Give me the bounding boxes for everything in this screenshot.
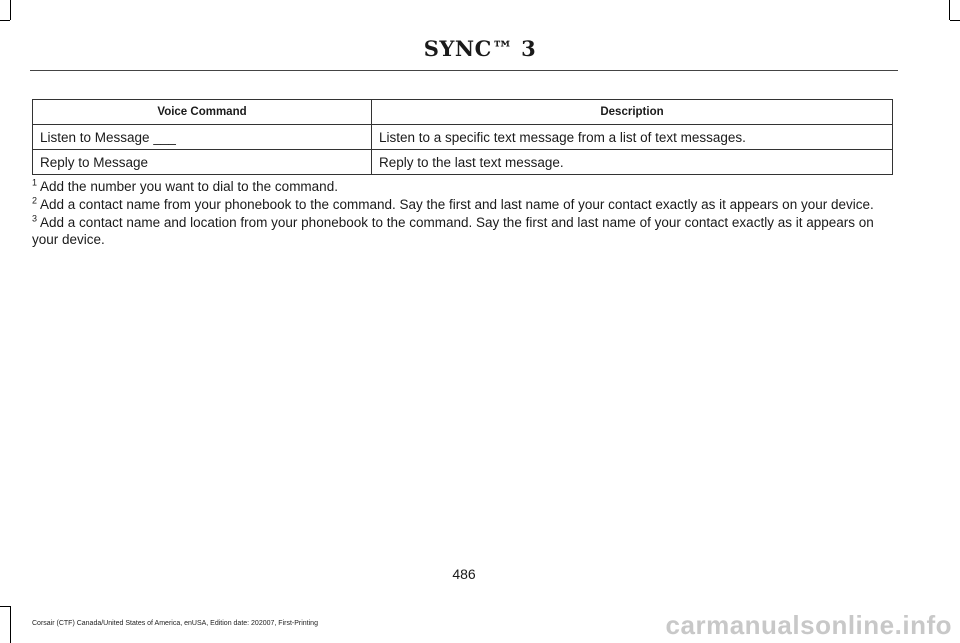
crop-mark-top-right-h (950, 20, 960, 21)
footnotes (32, 178, 900, 249)
column-header: Voice Command (33, 100, 372, 125)
footnote-text: Add a contact name from your phonebook to the command. Say the first and last name of your contact exactly as it appears on your device. (40, 197, 874, 212)
footnote-text: Add a contact name and location from your phonebook to the command. Say the first and last name of your contact exactly as it appears on your device. (32, 215, 874, 247)
page-number: 486 (452, 566, 476, 582)
footnote (32, 196, 900, 213)
description-cell: Reply to the last text message. (372, 150, 893, 175)
footnote-text: Add the number you want to dial to the command. (40, 179, 338, 194)
voice-command-table (32, 99, 893, 175)
footnote-marker: 3 (32, 213, 38, 224)
voice-command-cell: Reply to Message (33, 150, 372, 175)
crop-mark-top-right-v (949, 0, 950, 20)
voice-command-cell: Listen to Message ___ (33, 125, 372, 150)
watermark: carmanualsonline.info (665, 610, 952, 640)
column-header: Description (372, 100, 893, 125)
crop-mark-top-left-h (0, 20, 10, 21)
crop-mark-bottom-left-h (0, 606, 10, 607)
crop-mark-top-left-v (10, 0, 11, 20)
header-divider (30, 70, 898, 71)
table-row (33, 125, 893, 150)
crop-mark-bottom-left-v (10, 606, 11, 643)
footnote-marker: 2 (32, 195, 38, 206)
table-row (33, 150, 893, 175)
footnote (32, 178, 900, 195)
description-cell: Listen to a specific text message from a list of text messages. (372, 125, 893, 150)
footnote (32, 214, 900, 248)
footnote-marker: 1 (32, 177, 38, 188)
page-header-title: SYNC™ 3 (423, 36, 537, 61)
table-header-row (33, 100, 893, 125)
edition-footer: Corsair (CTF) Canada/United States of America, enUSA, Edition date: 202007, First-Printing (32, 620, 318, 627)
